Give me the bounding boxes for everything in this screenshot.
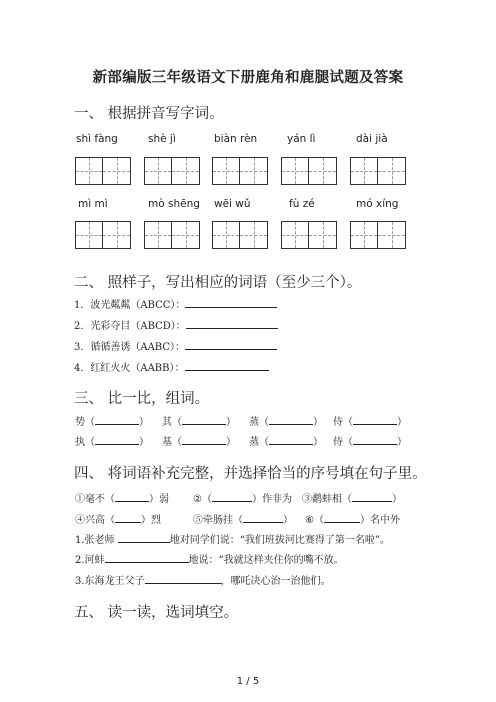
compare-item-7: 蒸（ ） bbox=[249, 433, 323, 448]
section-3-heading: 三、 比一比，组词。 bbox=[74, 391, 210, 407]
answer-blank[interactable] bbox=[145, 573, 221, 584]
pattern-item-1: 1．波光粼粼（ABCC）： bbox=[74, 296, 277, 311]
answer-blank[interactable] bbox=[212, 491, 252, 502]
answer-blank[interactable] bbox=[186, 318, 278, 329]
pinyin-6: mì mì bbox=[78, 198, 108, 210]
answer-blank[interactable] bbox=[185, 360, 269, 371]
writing-grid-10[interactable] bbox=[350, 221, 406, 249]
answer-blank[interactable] bbox=[352, 491, 392, 502]
idiom-option-3: ③鹬蚌相（ ） bbox=[302, 490, 402, 505]
answer-blank[interactable] bbox=[115, 512, 141, 523]
answer-blank[interactable] bbox=[353, 434, 397, 445]
compare-item-6: 基（ ） bbox=[162, 433, 236, 448]
pinyin-10: mó xíng bbox=[356, 198, 399, 210]
answer-blank[interactable] bbox=[115, 491, 149, 502]
answer-blank[interactable] bbox=[185, 339, 277, 350]
writing-grid-5[interactable] bbox=[350, 157, 406, 185]
writing-grid-9[interactable] bbox=[281, 221, 337, 249]
compare-item-1: 势（ ） bbox=[75, 413, 149, 428]
pinyin-7: mò shēng bbox=[148, 198, 200, 210]
sentence-2: 2.河蚌 地说：“我就这样夹住你的嘴不放。 bbox=[75, 551, 344, 566]
idiom-option-1: ①毫不（ ）弱 bbox=[75, 490, 169, 505]
writing-grid-6[interactable] bbox=[75, 221, 131, 249]
pinyin-1: shì fàng bbox=[76, 133, 118, 145]
answer-blank[interactable] bbox=[105, 552, 189, 563]
answer-blank[interactable] bbox=[243, 512, 283, 523]
compare-item-3: 蒸（ ） bbox=[249, 413, 323, 428]
compare-item-5: 执（ ） bbox=[75, 433, 149, 448]
pattern-item-3: 3．循循善诱（AABC）： bbox=[74, 338, 277, 353]
answer-blank[interactable] bbox=[118, 532, 170, 543]
writing-grid-3[interactable] bbox=[212, 157, 268, 185]
idiom-option-2: ②（ ）作非为 bbox=[193, 490, 292, 505]
answer-blank[interactable] bbox=[269, 414, 313, 425]
answer-blank[interactable] bbox=[182, 414, 226, 425]
compare-item-2: 其（ ） bbox=[162, 413, 236, 428]
answer-blank[interactable] bbox=[185, 297, 277, 308]
pinyin-5: dài jià bbox=[356, 133, 388, 145]
answer-blank[interactable] bbox=[353, 414, 397, 425]
page-title: 新部编版三年级语文下册鹿角和鹿腿试题及答案 bbox=[92, 70, 404, 86]
writing-grid-2[interactable] bbox=[144, 157, 200, 185]
compare-item-4: 侍（ ） bbox=[333, 413, 407, 428]
pinyin-8: wēi wǔ bbox=[214, 198, 251, 210]
sentence-3: 3.东海龙王父子 ，哪吒决心治一治他们。 bbox=[75, 572, 331, 587]
answer-blank[interactable] bbox=[95, 434, 139, 445]
pinyin-4: yán lì bbox=[287, 133, 316, 145]
writing-grid-8[interactable] bbox=[212, 221, 268, 249]
answer-blank[interactable] bbox=[269, 434, 313, 445]
section-2-heading: 二、 照样子，写出相应的词语（至少三个）。 bbox=[74, 275, 362, 291]
idiom-option-5: ⑤牵肠挂（ ） bbox=[193, 511, 293, 526]
pinyin-3: biàn rèn bbox=[214, 133, 258, 145]
writing-grid-4[interactable] bbox=[281, 157, 337, 185]
pattern-item-2: 2．光彩夺目（ABCD）： bbox=[74, 317, 278, 332]
pattern-item-4: 4．红红火火（AABB）： bbox=[74, 359, 269, 374]
compare-item-8: 侍（ ） bbox=[333, 433, 407, 448]
section-1-heading: 一、 根据拼音写字词。 bbox=[74, 106, 224, 122]
idiom-option-6: ⑥（ ）名中外 bbox=[305, 511, 400, 526]
idiom-option-4: ④兴高（ ）烈 bbox=[75, 511, 161, 526]
writing-grid-7[interactable] bbox=[144, 221, 200, 249]
answer-blank[interactable] bbox=[95, 414, 139, 425]
writing-grid-1[interactable] bbox=[75, 157, 131, 185]
section-5-heading: 五、 读一读，选词填空。 bbox=[74, 605, 239, 621]
pinyin-2: shè jì bbox=[148, 133, 176, 145]
answer-blank[interactable] bbox=[182, 434, 226, 445]
page-number: 1 / 5 bbox=[236, 676, 260, 687]
pinyin-9: fù zé bbox=[289, 198, 315, 210]
sentence-1: 1.张老师 地对同学们说：“我们班拔河比赛得了第一名啦”。 bbox=[75, 531, 390, 546]
section-4-heading: 四、 将词语补充完整，并选择恰当的序号填在句子里。 bbox=[74, 466, 427, 482]
answer-blank[interactable] bbox=[324, 512, 360, 523]
